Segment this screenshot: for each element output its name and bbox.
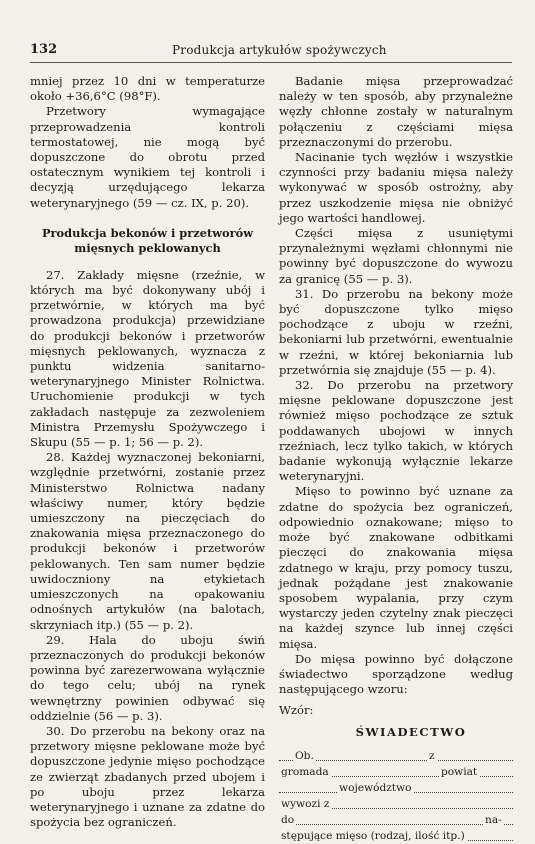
paragraph-32: 32. Do przerobu na przetwory mięsne peklowane dopuszczone jest również mięso pochodzące ze sztuk poddawanych ubojowi w innych rzeźniach, lecz tylko takich, w których badanie wykonują wyłącznie lekarze weterynaryjni.	[279, 378, 513, 484]
form-label-z: z	[429, 749, 435, 762]
form-label-gromada: gromada	[281, 765, 329, 778]
paragraph-badanie: Badanie mięsa przeprowadzać należy w ten sposób, aby przynależne węzły chłonne zostały w naturalnym połączeniu z częściami mięsa przeznaczonymi do przerobu.	[279, 74, 513, 149]
paragraph-27: 27. Zakłady mięsne (rzeźnie, w których ma być dokonywany ubój i przetwórnie, w których ma być prowadzona produkcja) przewidziane do produkcji bekonów i przetworów mięsnych peklowanych, wyznacza z punktu widzenia sanitarno-weterynaryjnego Minister Rolnictwa. Uruchomienie produkcji w tych zakładach następuje za zezwoleniem Ministra Przemysłu Spożywczego i Skupu (55 — p. 1; 56 — p. 2).	[30, 267, 265, 450]
form-line-wojewodztwo	[279, 780, 513, 796]
form-title: ŚWIADECTWO	[355, 724, 467, 739]
paragraph-31: 31. Do przerobu na bekony może być dopuszczone tylko mięso pochodzące z uboju w rzeźni, bekoniarni lub przetwórni, ewentualnie w rzeźni, w której bekoniarnia lub przetwórnia się znajduje (55 — p. 4).	[279, 286, 513, 377]
form-label-do: do	[281, 813, 295, 826]
page-number: 132	[30, 42, 58, 57]
running-title: Produkcja artykułów spożywczych	[172, 43, 387, 57]
form-label-ob: Ob.	[295, 749, 314, 762]
paragraph-czesci: Części mięsa z usuniętymi przynależnymi węzłami chłonnymi nie powinny być dopuszczone do wywozu za granicę (55 — p. 3).	[279, 226, 513, 286]
paragraph-continuation: mniej przez 10 dni w temperaturze około +36,6°C (98°F).	[30, 74, 265, 104]
paragraph-mieso: Mięso to powinno być uznane za zdatne do spożycia bez ograniczeń, odpowiednio oznakowane; mięso to może być znakowane odbitkami pieczęci do znakowania mięsa zdatnego w kraju, przy pomocy tuszu, jednak pożądane jest znakowanie sposobem wypalania, przy czym wystarczy jeden czytelny znak pieczęci na każdej szynce lub innej części mięsa.	[279, 484, 513, 651]
form-label-powiat: powiat	[441, 765, 478, 778]
form-line-ob	[279, 748, 513, 764]
running-header	[30, 40, 512, 63]
paragraph-28: 28. Każdej wyznaczonej bekoniarni, względnie przetwórni, zostanie przez Ministerstwo Rolnictwa nadany właściwy numer, który będzie umieszczony na pieczęciach do znakowania mięsa przeznaczonego do produkcji bekonów i przetworów peklowanych. Ten sam numer będzie uwidoczniony na etykietach umieszczonych na opakowaniu odnośnych artykułów (na balotach, skrzyniach itp.) (55 — p. 2).	[30, 450, 265, 632]
wzor-label: Wzór:	[279, 703, 314, 718]
form-line-wywozi	[279, 796, 513, 812]
form-label-wywozi: wywozi z	[281, 797, 330, 810]
paragraph-30: 30. Do przerobu na bekony oraz na przetwory mięsne peklowane może być dopuszczone jedynie mięso pochodzące ze zwierząt zbadanych przed ubojem i po uboju przez lekarza weterynaryjnego i uznane za zdatne do spożycia bez ograniczeń.	[30, 723, 265, 830]
section-heading: Produkcja bekonów i przetworów mięsnych peklowanych	[41, 225, 254, 255]
paragraph-swiadectwo-intro: Do mięsa powinno być dołączone świadectwo sporządzone według następującego wzoru:	[279, 651, 513, 697]
form-label-rodzaj: stępujące mięso (rodzaj, ilość itp.)	[281, 829, 465, 842]
form-label-wojewodztwo: województwo	[339, 781, 412, 794]
left-column	[30, 74, 265, 830]
form-line-gromada	[279, 764, 513, 780]
right-column	[279, 74, 513, 844]
paragraph-nacinanie: Nacinanie tych węzłów i wszystkie czynności przy badaniu mięsa należy wykonywać w sposób ostrożny, aby przez uszkodzenie mięsa nie obniżyć jego wartości handlowej.	[279, 150, 513, 225]
form-line-do	[279, 812, 513, 828]
paragraph-29: 29. Hala do uboju świń przeznaczonych do produkcji bekonów powinna być zarezerwowana wyłącznie do tego celu; ubój na rynek wewnętrzny powinien odbywać się oddzielnie (56 — p. 3).	[30, 632, 265, 723]
form-label-na: na-	[485, 813, 502, 826]
paragraph-termostat: Przetwory wymagające przeprowadzenia kontroli termostatowej, nie mogą być dopuszczone do obrotu przed ostatecznym wynikiem tej kontroli i decyzją urzędującego lekarza weterynaryjnego (59 — cz. IX, p. 20).	[30, 104, 265, 210]
form-line-rodzaj	[279, 828, 513, 844]
